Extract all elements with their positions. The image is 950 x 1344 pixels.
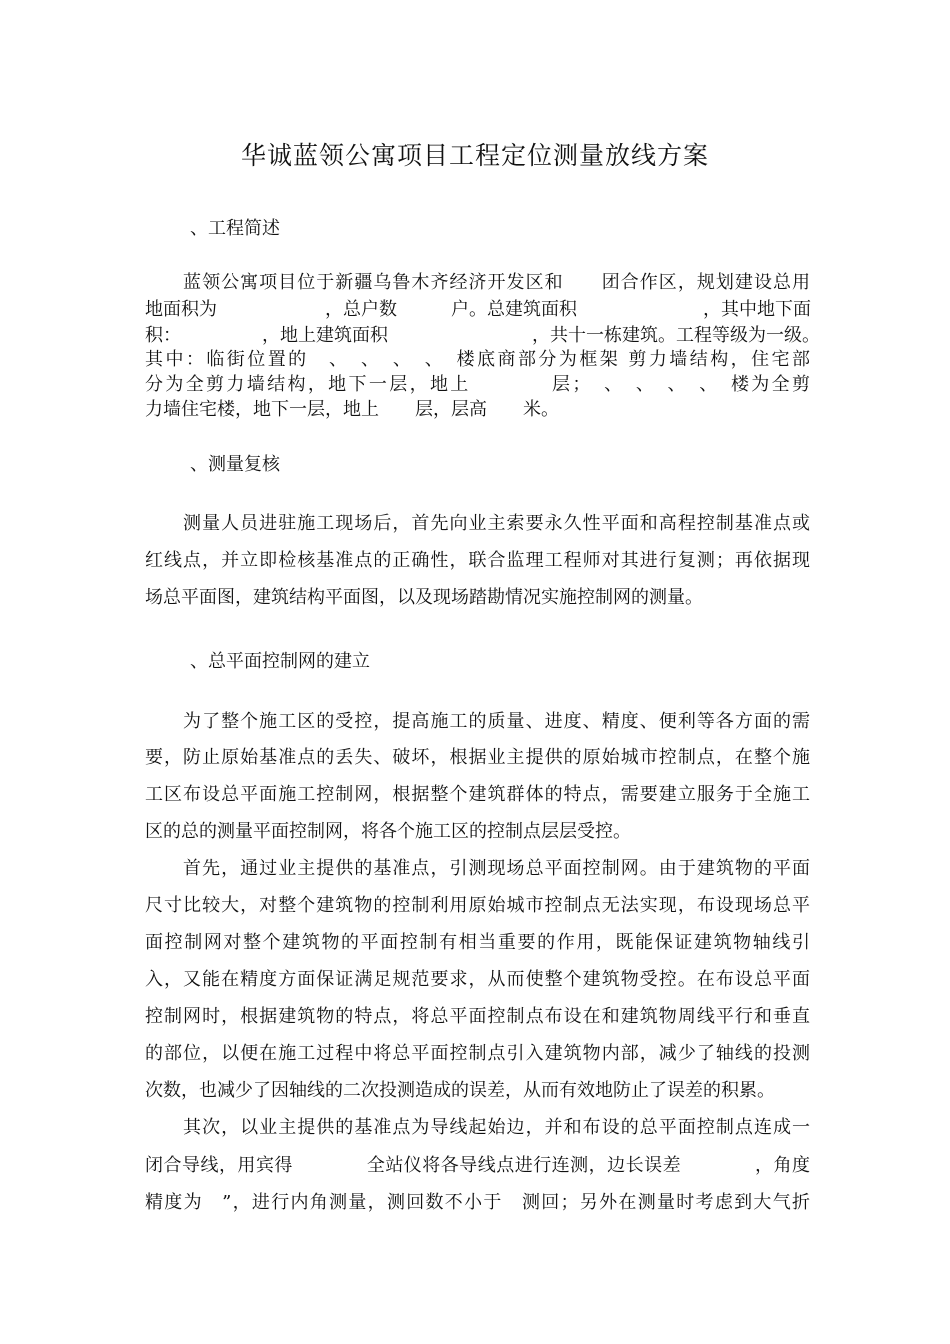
paragraph-line: 闭合导线，用宾得 全站仪将各导线点进行连测，边长误差 ，角度 (145, 1155, 810, 1176)
paragraph-line: 首先，通过业主提供的基准点，引测现场总平面控制网。由于建筑物的平面 (145, 858, 810, 879)
paragraph-line: 的部位，以便在施工过程中将总平面控制点引入建筑物内部，减少了轴线的投测 (145, 1043, 810, 1064)
paragraph-line: 尺寸比较大，对整个建筑物的控制利用原始城市控制点无法实现，布设现场总平 (145, 895, 810, 916)
paragraph-line: 地面积为 ，总户数 户。总建筑面积 ，其中地下面 (145, 299, 811, 320)
paragraph-line: 入，又能在精度方面保证满足规范要求，从而使整个建筑物受控。在布设总平面 (145, 969, 810, 990)
paragraph-line: 其中：临街位置的 、 、 、 、 楼底商部分为框架 剪力墙结构，住宅部 (145, 349, 810, 370)
paragraph-line: 控制网时，根据建筑物的特点，将总平面控制点布设在和建筑物周线平行和垂直 (145, 1006, 810, 1027)
paragraph-line: 工区布设总平面施工控制网，根据整个建筑群体的特点，需要建立服务于全施工 (145, 784, 810, 805)
paragraph-line: 积： ，地上建筑面积 ，共十一栋建筑。工程等级为一级。 (145, 325, 820, 346)
paragraph-line: 区的总的测量平面控制网，将各个施工区的控制点层层受控。 (145, 821, 631, 842)
paragraph-line: 其次，以业主提供的基准点为导线起始边，并和布设的总平面控制点连成一 (145, 1117, 810, 1138)
paragraph-line: 精度为 ”，进行内角测量，测回数不小于 测回；另外在测量时考虑到大气折 (145, 1192, 810, 1213)
section-heading-control-network: 、总平面控制网的建立 (190, 651, 370, 672)
paragraph-line: 分为全剪力墙结构，地下一层，地上 层； 、 、 、 、 楼为全剪 (145, 374, 810, 395)
paragraph-line: 面控制网对整个建筑物的平面控制有相当重要的作用，既能保证建筑物轴线引 (145, 932, 810, 953)
paragraph-line: 蓝领公寓项目位于新疆乌鲁木齐经济开发区和 团合作区，规划建设总用 (145, 272, 810, 293)
paragraph-line: 力墙住宅楼，地下一层，地上 层，层高 米。 (145, 399, 559, 420)
document-title: 华诚蓝领公寓项目工程定位测量放线方案 (240, 141, 709, 170)
paragraph-line: 场总平面图，建筑结构平面图，以及现场踏勘情况实施控制网的测量。 (145, 587, 703, 608)
section-heading-overview: 、工程简述 (190, 218, 280, 239)
paragraph-line: 要，防止原始基准点的丢失、破坏，根据业主提供的原始城市控制点，在整个施 (145, 747, 810, 768)
section-heading-survey-check: 、测量复核 (190, 454, 280, 475)
paragraph-line: 红线点，并立即检核基准点的正确性，联合监理工程师对其进行复测；再依据现 (145, 550, 810, 571)
paragraph-line: 次数，也减少了因轴线的二次投测造成的误差，从而有效地防止了误差的积累。 (145, 1080, 775, 1101)
paragraph-line: 测量人员进驻施工现场后，首先向业主索要永久性平面和高程控制基准点或 (145, 513, 810, 534)
paragraph-line: 为了整个施工区的受控，提高施工的质量、进度、精度、便利等各方面的需 (145, 711, 810, 732)
